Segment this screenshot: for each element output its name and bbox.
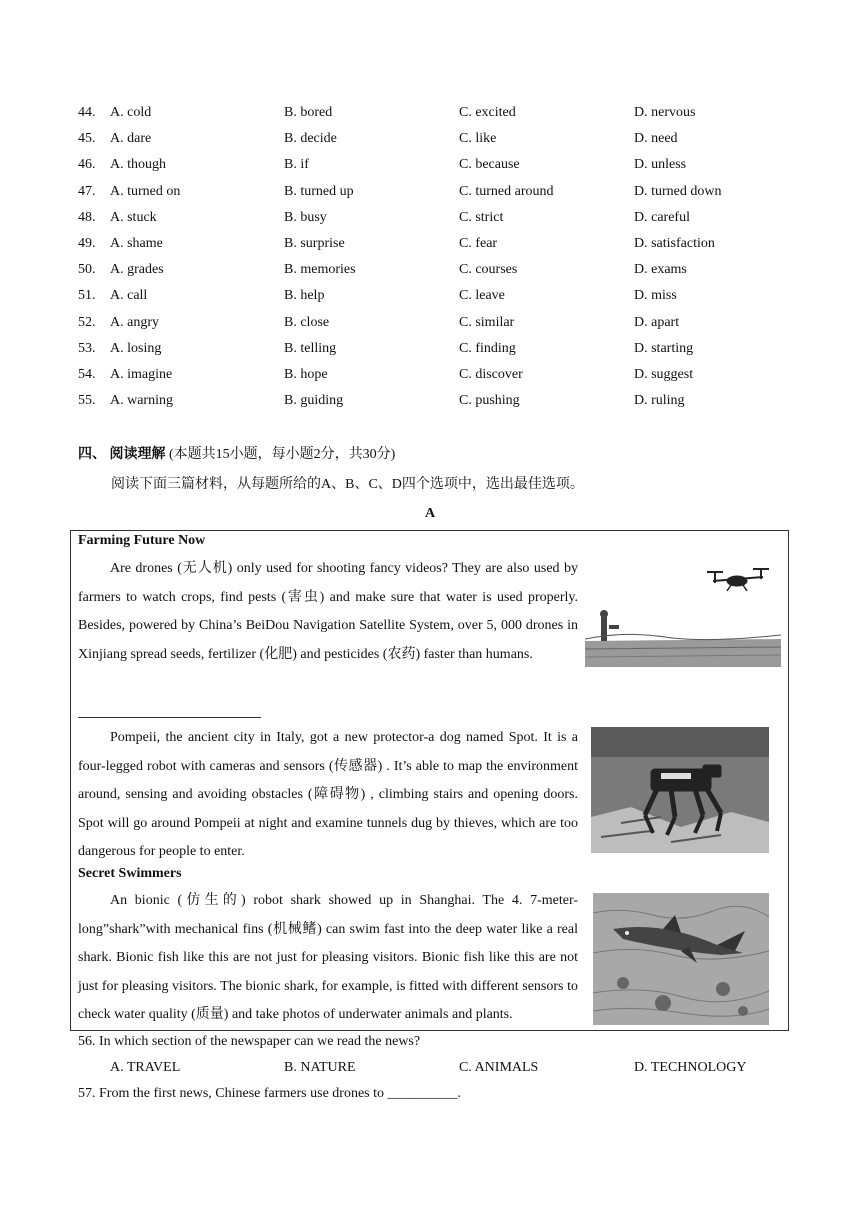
option-a[interactable]: A. dare — [110, 131, 152, 147]
question-number: 51. — [78, 288, 96, 304]
option-a[interactable]: A. grades — [110, 262, 164, 278]
option-row — [78, 285, 798, 307]
news-title-farming: Farming Future Now — [78, 533, 206, 548]
option-d[interactable]: D. unless — [634, 157, 687, 173]
option-a[interactable]: A. angry — [110, 314, 159, 330]
news-paragraph-drones-text: Are drones (无人机) only used for shooting fancy videos? They are also used by farmers to watch crops, find pests (害虫) and make sure that water is used properly. Besides, powered by China’s BeiDou Navigation Satellite System, over 5, 000 drones in Xinjiang spread seeds, fertilizer (化肥) and pesticides (农药) faster than humans. — [78, 561, 578, 662]
robot-shark-photo — [593, 893, 769, 1025]
option-row — [78, 390, 798, 412]
question-number: 45. — [78, 131, 96, 147]
news-title-secret-swimmers: Secret Swimmers — [78, 866, 182, 881]
question-number: 52. — [78, 314, 96, 330]
option-a[interactable]: A. losing — [110, 340, 162, 356]
question-56: 56. In which section of the newspaper can we read the news? — [78, 1034, 421, 1049]
question-number: 46. — [78, 157, 96, 173]
section-instruction: 阅读下面三篇材料，从每题所给的A、B、C、D四个选项中，选出最佳选项。 — [111, 477, 584, 492]
option-c[interactable]: C. like — [459, 131, 497, 147]
question-number: 49. — [78, 236, 96, 251]
news-paragraph-shark-text: An bionic (仿生的) robot shark showed up in Shanghai. The 4. 7-meter-long”shark”with mechanical fins (机械鳍) can swim fast into the deep water like a real shark. Bionic fish like this are not just for pleasing visitors. Bionic fish like this are not just for pleasing visitors. The bionic shark, for example, is fitted with different sensors to check water quality (质量) and take photos of underwater animals and plants. — [78, 893, 578, 1023]
option-d[interactable]: D. suggest — [634, 367, 694, 382]
robot-shark-photo-graphic — [593, 893, 769, 1025]
option-b[interactable]: B. if — [284, 157, 309, 173]
option-b[interactable]: B. guiding — [284, 393, 344, 409]
option-row — [78, 154, 798, 176]
drone-photo — [585, 559, 781, 667]
question-number: 54. — [78, 367, 96, 382]
option-d[interactable]: D. need — [634, 131, 678, 147]
news-paragraph-shark — [78, 887, 578, 1030]
option-a[interactable]: A. though — [110, 157, 166, 173]
option-b[interactable]: B. bored — [284, 105, 333, 120]
option-a[interactable]: A. cold — [110, 105, 152, 120]
option-b[interactable]: B. memories — [284, 262, 356, 278]
question-56-options — [78, 1057, 798, 1079]
option-row — [78, 312, 798, 334]
drone-photo-graphic — [585, 559, 781, 667]
option-d[interactable]: D. exams — [634, 262, 687, 278]
q56-option-b[interactable]: B. NATURE — [284, 1060, 356, 1075]
question-number: 44. — [78, 105, 96, 120]
option-d[interactable]: D. nervous — [634, 105, 696, 120]
option-a[interactable]: A. turned on — [110, 183, 181, 199]
option-c[interactable]: C. because — [459, 157, 520, 173]
option-d[interactable]: D. miss — [634, 288, 677, 304]
option-a[interactable]: A. warning — [110, 393, 173, 409]
question-number: 50. — [78, 262, 96, 278]
option-c[interactable]: C. excited — [459, 105, 516, 120]
news-paragraph-drones — [78, 555, 578, 669]
question-number: 47. — [78, 183, 96, 199]
news-paragraph-robot-dog — [78, 724, 578, 867]
robot-dog-photo-graphic — [591, 727, 769, 853]
option-b[interactable]: B. busy — [284, 209, 327, 225]
q56-option-c[interactable]: C. ANIMALS — [459, 1060, 539, 1075]
option-row — [78, 128, 798, 150]
option-b[interactable]: B. close — [284, 314, 330, 330]
question-57: 57. From the first news, Chinese farmers use drones to __________. — [78, 1086, 461, 1101]
option-row — [78, 181, 798, 203]
option-row — [78, 102, 798, 124]
option-c[interactable]: C. discover — [459, 367, 523, 382]
option-b[interactable]: B. decide — [284, 131, 337, 147]
option-c[interactable]: C. similar — [459, 314, 515, 330]
section-heading — [78, 444, 395, 466]
option-b[interactable]: B. telling — [284, 340, 337, 356]
option-row — [78, 338, 798, 360]
news-paragraph-robot-dog-text: Pompeii, the ancient city in Italy, got a new protector-a dog named Spot. It is a four-legged robot with cameras and sensors (传感器) . It’s able to map the environment around, sensing and avoiding obstacles (障碍物) , climbing stairs and opening doors. Spot will go around Pompeii at night and examine tunnels dug by thieves, which are too dangerous for people to enter. — [78, 730, 578, 860]
question-number: 53. — [78, 340, 96, 356]
option-a[interactable]: A. stuck — [110, 209, 157, 225]
option-c[interactable]: C. strict — [459, 209, 504, 225]
section-note: (本题共15小题，每小题2分，共30分) — [165, 447, 396, 462]
option-a[interactable]: A. call — [110, 288, 148, 304]
option-b[interactable]: B. help — [284, 288, 325, 304]
option-b[interactable]: B. turned up — [284, 183, 354, 199]
option-d[interactable]: D. satisfaction — [634, 236, 715, 251]
option-d[interactable]: D. turned down — [634, 183, 722, 199]
option-b[interactable]: B. surprise — [284, 236, 345, 251]
option-c[interactable]: C. fear — [459, 236, 498, 251]
news-box — [70, 530, 789, 1031]
option-row — [78, 364, 798, 386]
option-a[interactable]: A. imagine — [110, 367, 173, 382]
robot-dog-photo — [591, 727, 769, 853]
passage-letter: A — [424, 506, 436, 521]
option-d[interactable]: D. careful — [634, 209, 690, 225]
q56-option-d[interactable]: D. TECHNOLOGY — [634, 1060, 747, 1075]
option-d[interactable]: D. starting — [634, 340, 694, 356]
option-d[interactable]: D. ruling — [634, 393, 685, 409]
option-row — [78, 259, 798, 281]
question-number: 55. — [78, 393, 96, 409]
option-c[interactable]: C. turned around — [459, 183, 554, 199]
option-c[interactable]: C. pushing — [459, 393, 520, 409]
option-row — [78, 207, 798, 229]
option-b[interactable]: B. hope — [284, 367, 328, 382]
option-c[interactable]: C. courses — [459, 262, 518, 278]
option-c[interactable]: C. leave — [459, 288, 505, 304]
question-number: 48. — [78, 209, 96, 225]
section-title: 四、 阅读理解 — [78, 447, 166, 462]
option-row — [78, 233, 798, 255]
option-c[interactable]: C. finding — [459, 340, 516, 356]
divider-line — [78, 717, 261, 718]
option-d[interactable]: D. apart — [634, 314, 680, 330]
q56-option-a[interactable]: A. TRAVEL — [110, 1060, 181, 1075]
option-a[interactable]: A. shame — [110, 236, 163, 251]
